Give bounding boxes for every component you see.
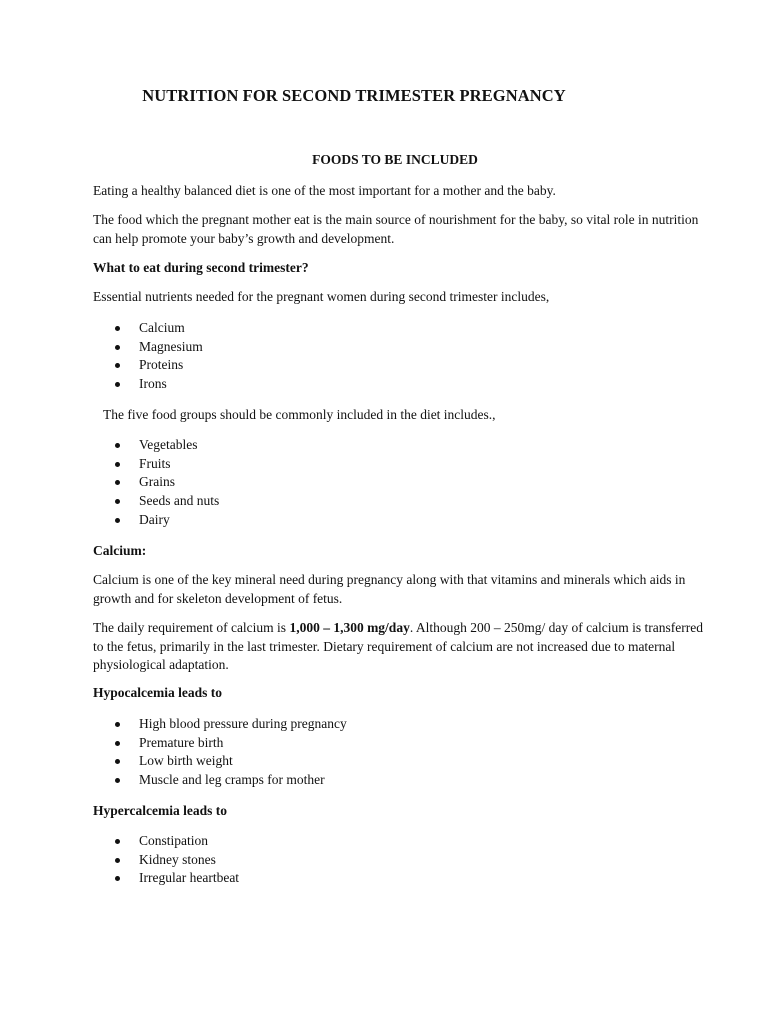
- list-item: [93, 715, 347, 734]
- intro-paragraph-1: Eating a healthy balanced diet is one of the most important for a mother and the baby.: [93, 183, 556, 198]
- bullet-icon: [115, 363, 120, 368]
- hypercalcemia-list: [93, 832, 239, 888]
- bullet-icon: [115, 741, 120, 746]
- bullet-icon: [115, 499, 120, 504]
- bullet-icon: [115, 326, 120, 331]
- bullet-icon: [115, 778, 120, 783]
- bullet-icon: [115, 876, 120, 881]
- list-item: [93, 492, 219, 511]
- hypocalcemia-heading: Hypocalcemia leads to: [93, 685, 222, 700]
- bullet-icon: [115, 345, 120, 350]
- calcium-requirement-lead: The daily requirement of calcium is: [93, 620, 290, 635]
- bullet-icon: [115, 443, 120, 448]
- bullet-icon: [115, 462, 120, 467]
- food-groups-intro: The five food groups should be commonly included in the diet includes.,: [103, 407, 496, 422]
- list-item: [93, 436, 219, 455]
- list-item-label: Low birth weight: [139, 753, 233, 769]
- list-item-label: Kidney stones: [139, 851, 216, 867]
- list-item-label: High blood pressure during pregnancy: [139, 716, 347, 731]
- calcium-paragraph-1: Calcium is one of the key mineral need during pregnancy along with that vitamins and minerals which aids in growth and for skeleton development of fetus.: [93, 572, 686, 606]
- bullet-icon: [115, 839, 120, 844]
- calcium-heading: Calcium:: [93, 543, 147, 558]
- list-item-label: Vegetables: [139, 437, 198, 452]
- list-item: [93, 851, 239, 870]
- bullet-icon: [115, 759, 120, 764]
- list-item-label: Grains: [139, 474, 175, 490]
- list-item: [93, 734, 347, 753]
- list-item: [93, 771, 347, 790]
- list-item-label: Magnesium: [139, 338, 203, 354]
- list-item-label: Muscle and leg cramps for mother: [139, 772, 325, 788]
- list-item-label: Irons: [139, 376, 167, 392]
- list-item: [93, 319, 203, 338]
- list-item-label: Premature birth: [139, 734, 224, 750]
- section-subtitle: FOODS TO BE INCLUDED: [312, 152, 478, 167]
- list-item: [93, 511, 219, 530]
- nutrients-list: [93, 319, 203, 394]
- list-item-label: Fruits: [139, 455, 171, 471]
- bullet-icon: [115, 518, 120, 523]
- calcium-requirement-value: 1,000 – 1,300 mg/day: [289, 620, 410, 635]
- bullet-icon: [115, 858, 120, 863]
- hypercalcemia-heading: Hypercalcemia leads to: [93, 803, 227, 818]
- bullet-icon: [115, 382, 120, 387]
- document-title: NUTRITION FOR SECOND TRIMESTER PREGNANCY: [142, 86, 566, 105]
- list-item: [93, 375, 203, 394]
- calcium-paragraph-2: [93, 619, 713, 675]
- list-item-label: Dairy: [139, 511, 170, 527]
- hypocalcemia-list: [93, 715, 347, 790]
- list-item-label: Constipation: [139, 833, 209, 848]
- list-item-label: Seeds and nuts: [139, 493, 220, 509]
- list-item: [93, 356, 203, 375]
- bullet-icon: [115, 480, 120, 485]
- list-item: [93, 869, 239, 888]
- list-item: [93, 473, 219, 492]
- food-groups-list: [93, 436, 219, 529]
- list-item: [93, 752, 347, 771]
- list-item: [93, 455, 219, 474]
- calcium-requirement-detail: . Although 200 – 250mg/ day of calcium is transferred to the fetus, primarily in the last trimester. Dietary requirement of calcium are not increased due to maternal physiological adaptation.: [93, 620, 704, 672]
- intro-paragraph-2: The food which the pregnant mother eat is the main source of nourishment for the baby, so vital role in nutrition can help promote your baby’s growth and development.: [93, 212, 699, 246]
- list-item-label: Calcium: [139, 320, 185, 335]
- nutrients-intro: Essential nutrients needed for the pregnant women during second trimester includes,: [93, 289, 550, 304]
- list-item: [93, 338, 203, 357]
- bullet-icon: [115, 722, 120, 727]
- list-item-label: Proteins: [139, 357, 184, 373]
- what-to-eat-heading: What to eat during second trimester?: [93, 260, 309, 275]
- list-item-label: Irregular heartbeat: [139, 870, 240, 886]
- list-item: [93, 832, 239, 851]
